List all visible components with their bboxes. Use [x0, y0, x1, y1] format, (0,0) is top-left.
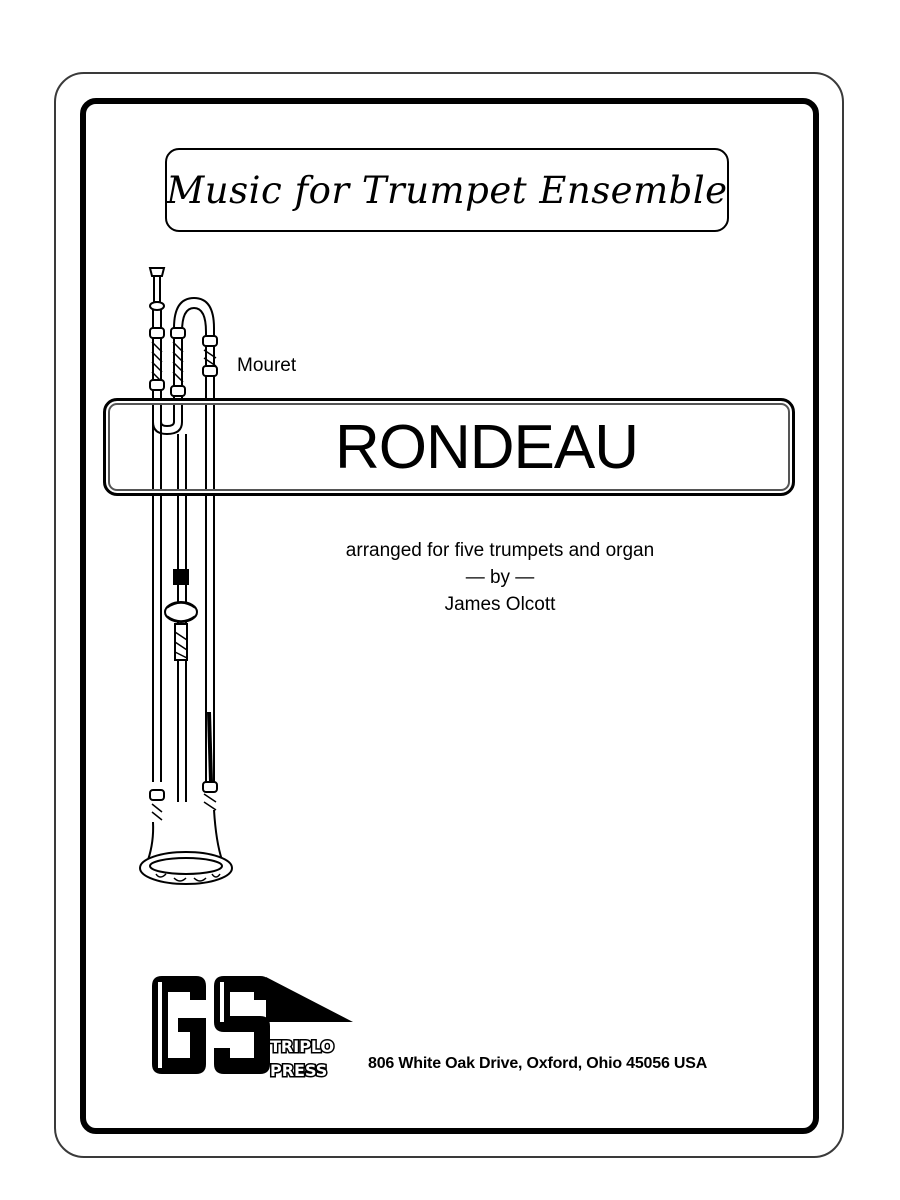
credits — [250, 537, 750, 618]
logo-text-line1: TRIPLO — [270, 1037, 335, 1056]
series-title: Music for Trumpet Ensemble — [166, 168, 728, 212]
by-line: — by — — [465, 567, 535, 588]
arranger-name: James Olcott — [444, 594, 556, 615]
piece-title: RONDEAU — [334, 412, 639, 482]
composer-name: Mouret — [237, 355, 297, 376]
logo-text-line2: PRESS — [270, 1061, 328, 1080]
arrangement-line: arranged for five trumpets and organ — [345, 540, 655, 561]
publisher-address: 806 White Oak Drive, Oxford, Ohio 45056 USA — [368, 1055, 708, 1072]
series-title-box — [165, 148, 729, 232]
natural-trumpet-icon — [130, 262, 240, 892]
triplo-press-logo-icon — [148, 972, 363, 1087]
